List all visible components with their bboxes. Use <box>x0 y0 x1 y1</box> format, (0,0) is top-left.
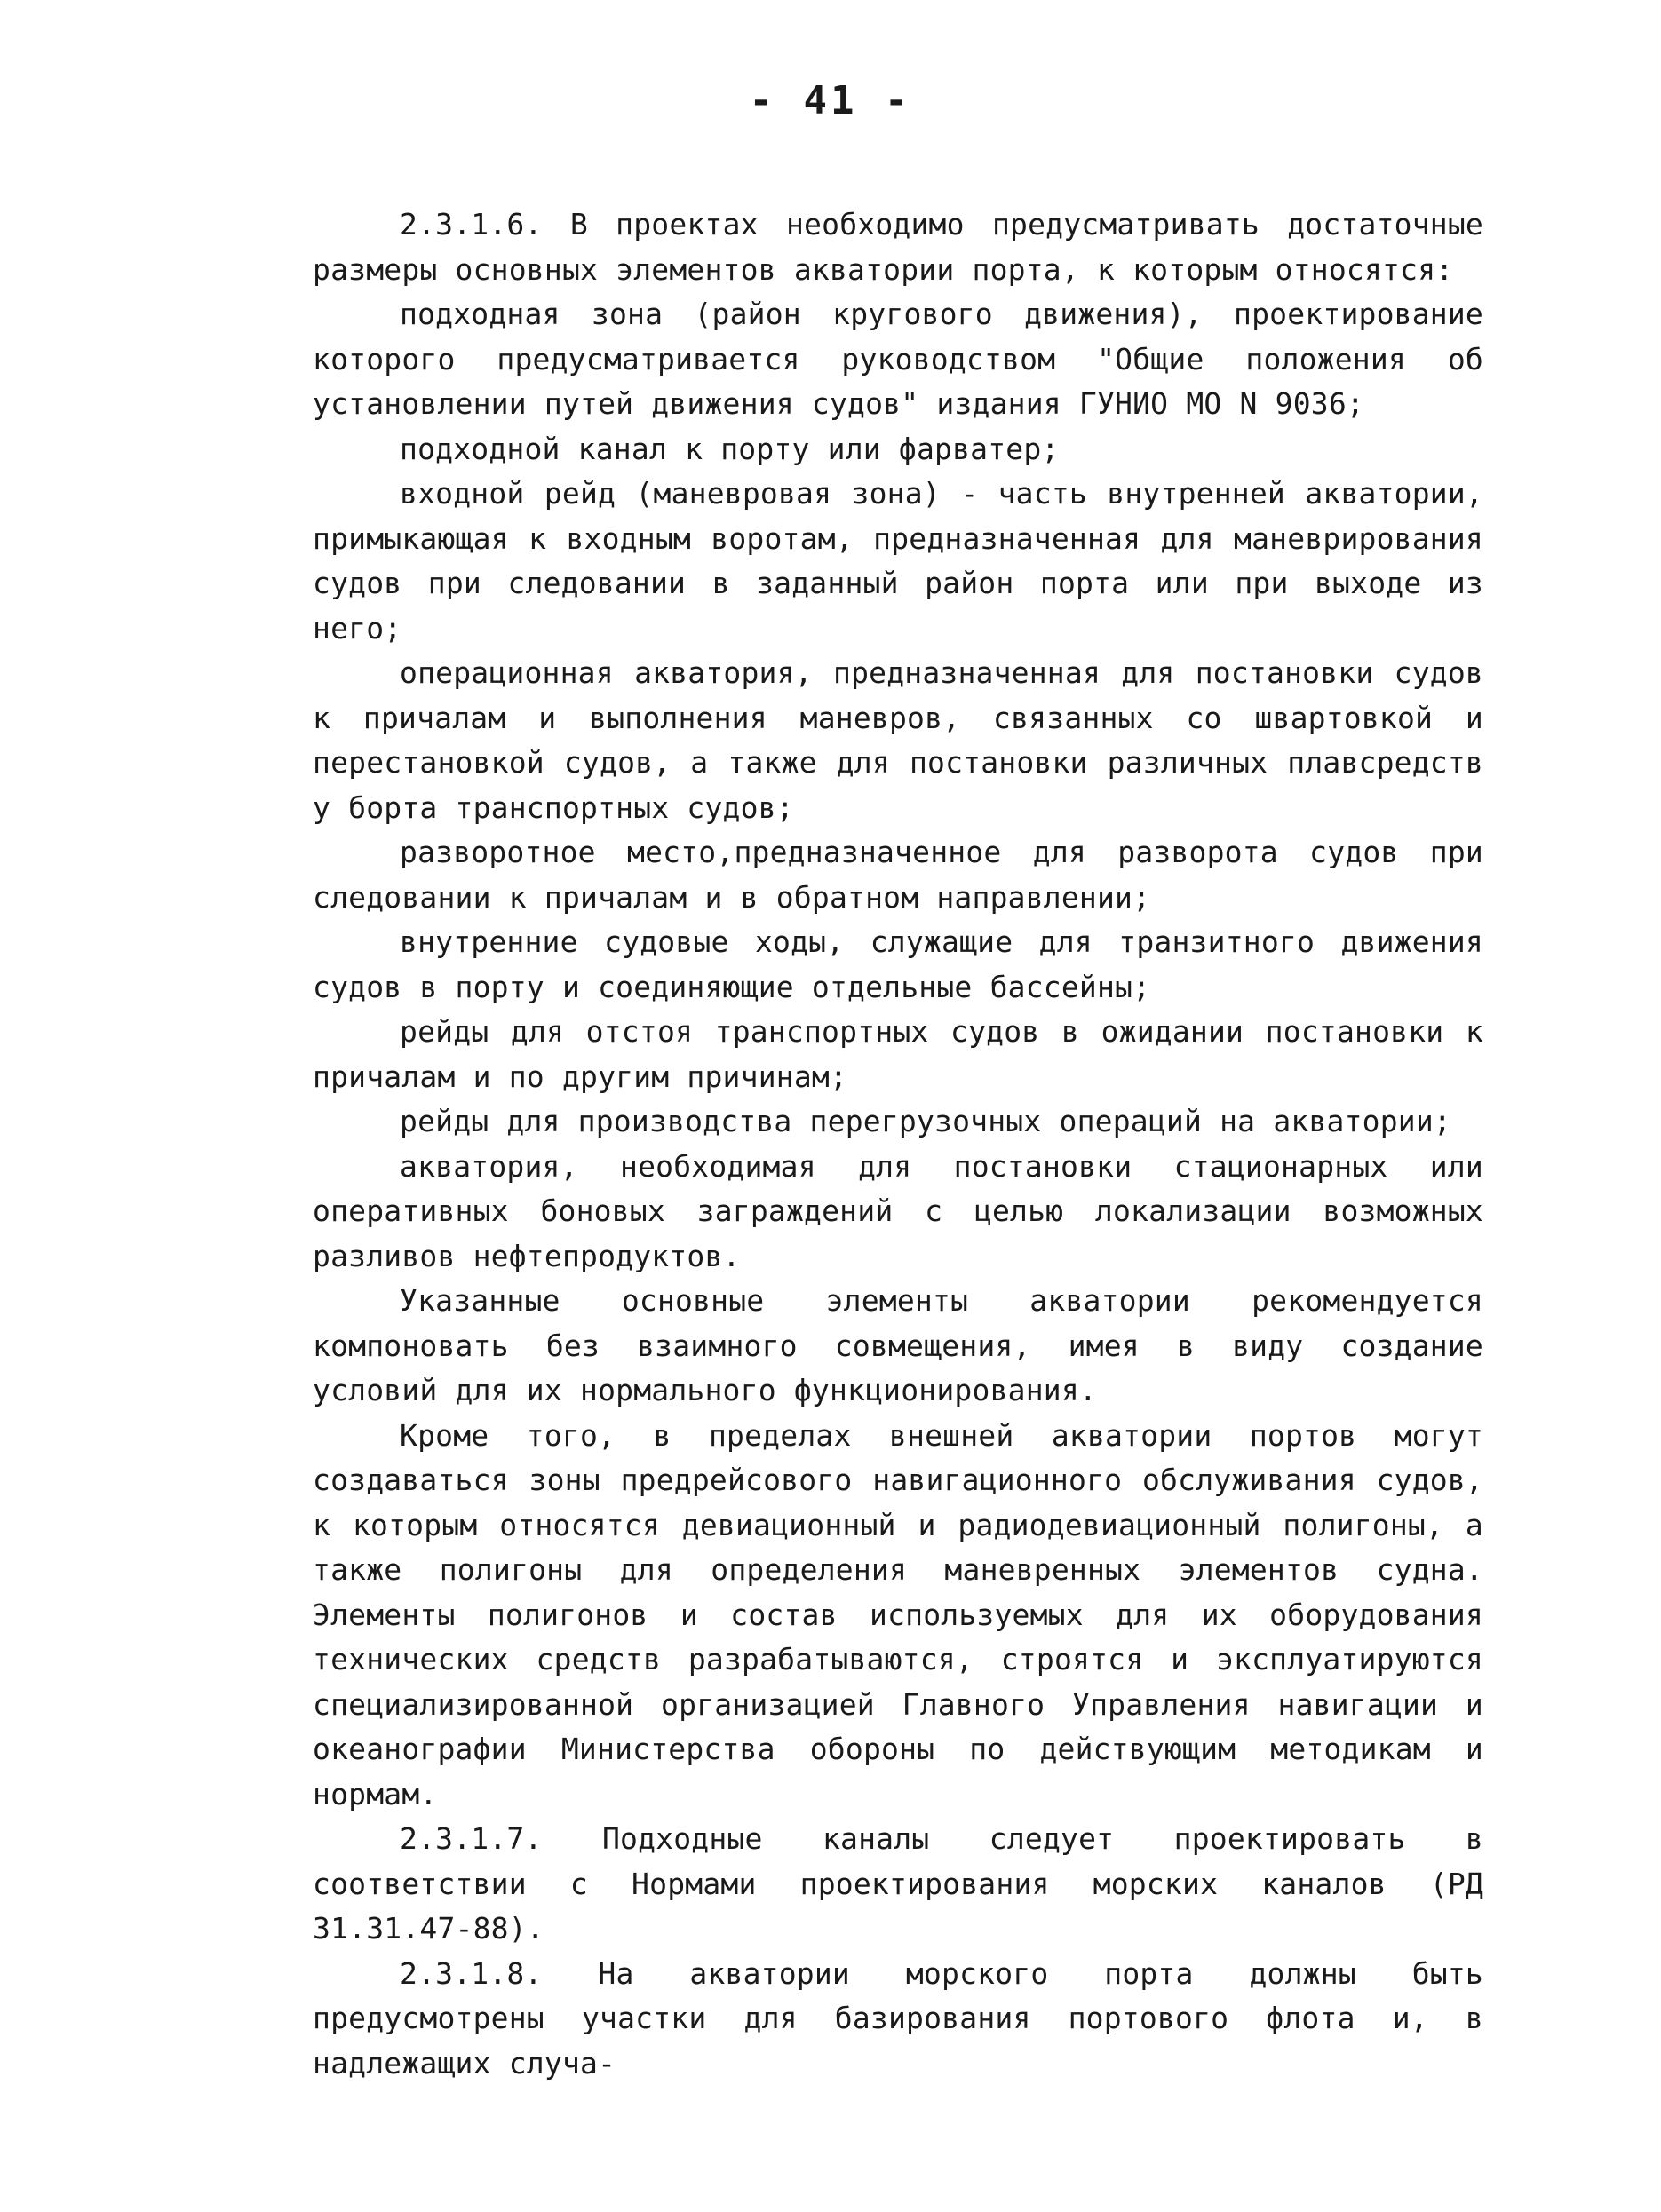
paragraph-transshipment-roadsteads: рейды для производства перегрузочных операций на акватории; <box>400 1104 1451 1138</box>
page-number: - 41 - <box>749 78 912 123</box>
paragraph-entrance-roadstead: входной рейд (маневровая зона) - часть внутренней акватории, примыкающая к входным воротам, предназначенная для маневрирования судов при следовании в заданный район порта или при выходе из него; <box>313 476 1483 646</box>
paragraph-approach-zone: подходная зона (район кругового движения), проектирование которого предусматривается руководством "Общие положения об установлении путей движения судов" издания ГУНИО МО N 9036; <box>313 297 1483 421</box>
paragraph-approach-channel: подходной канал к порту или фарватер; <box>400 431 1060 466</box>
paragraph-2-3-1-6: 2.3.1.6. В проектах необходимо предусматривать достаточные размеры основных элементов акватории порта, к которым относятся: <box>313 207 1483 287</box>
paragraph-operational-water-area: операционная акватория, предназначенная для постановки судов к причалам и выполнения маневров, связанных со швартовкой и перестановкой судов, а также для постановки различных плавсредств у борта транспортных судов; <box>313 655 1483 825</box>
paragraph-layout-recommendation: Указанные основные элементы акватории рекомендуется компоновать без взаимного совмещения, имея в виду создание условий для их нормального функционирования. <box>313 1283 1483 1407</box>
paragraph-boom-barriers: акватория, необходимая для постановки стационарных или оперативных боновых заграждений с целью локализации возможных разливов нефтепродуктов. <box>313 1148 1483 1273</box>
paragraph-waiting-roadsteads: рейды для отстоя транспортных судов в ожидании постановки к причалам и по другим причинам; <box>313 1014 1483 1094</box>
paragraph-2-3-1-8: 2.3.1.8. На акватории морского порта должны быть предусмотрены участки для базирования портового флота и, в надлежащих случа- <box>313 1955 1483 2081</box>
document-body <box>313 202 1483 2086</box>
paragraph-navigation-zones: Кроме того, в пределах внешней акватории портов могут создаваться зоны предрейсового навигационного обслуживания судов, к которым относятся девиационный и радиодевиационный полигоны, а также полигоны для определения маневренных элементов судна. Элементы полигонов и состав используемых для их оборудования технических средств разрабатываются, строятся и эксплуатируются специализированной организацией Главного Управления навигации и океанографии Министерства обороны по действующим методикам и нормам. <box>313 1417 1483 1812</box>
paragraph-internal-passages: внутренние судовые ходы, служащие для транзитного движения судов в порту и соединяющие отдельные бассейны; <box>313 924 1483 1004</box>
paragraph-2-3-1-7: 2.3.1.7. Подходные каналы следует проектировать в соответствии с Нормами проектирования морских каналов (РД 31.31.47-88). <box>313 1821 1483 1946</box>
paragraph-turning-basin: разворотное место,предназначенное для разворота судов при следовании к причалам и в обратном направлении; <box>313 835 1483 915</box>
